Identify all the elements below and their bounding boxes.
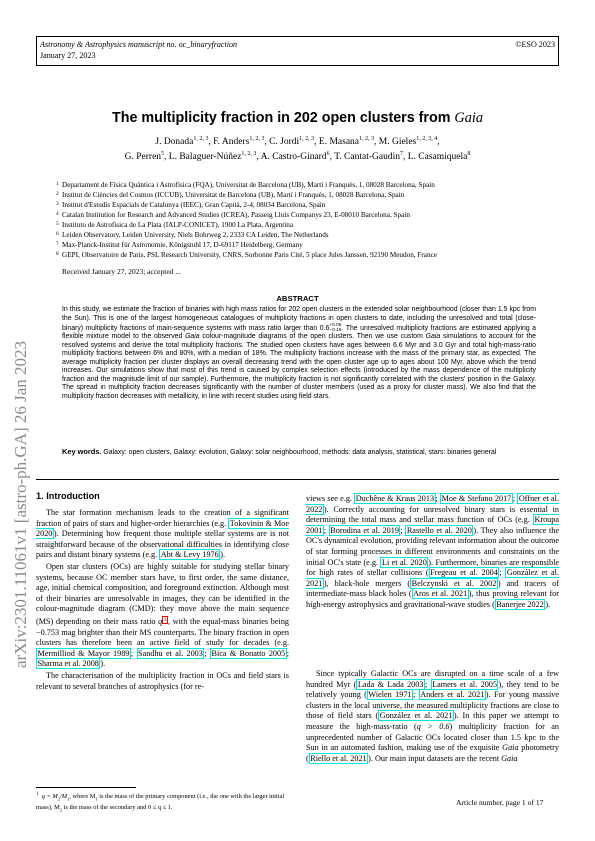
footnote-rule bbox=[36, 787, 136, 788]
citation-link[interactable]: Moe & Stefano 2017 bbox=[441, 494, 512, 503]
author: E. Masana bbox=[318, 137, 360, 148]
column-right-bottom bbox=[306, 668, 559, 764]
author: L. Balaguer-Núñez bbox=[168, 152, 242, 163]
divider bbox=[36, 479, 559, 480]
citation-link[interactable]: Aros et al. 2021 bbox=[413, 589, 468, 599]
affiliation: 1 Departament de Física Quàntica i Astrofísica (FQA), Universitat de Barcelona (UB), Martí i Franquès, 1, 08028 Barcelona, Spain bbox=[56, 181, 435, 189]
author: M. Gieles bbox=[378, 137, 417, 148]
citation-link[interactable]: Borodina et al. 2019 bbox=[330, 525, 399, 535]
journal-line: Astronomy & Astrophysics manuscript no. oc_binaryfraction bbox=[40, 40, 238, 49]
header-date: January 27, 2023 bbox=[40, 51, 96, 60]
author: G. Perren bbox=[124, 152, 162, 163]
citation-link[interactable]: Rastello et al. 2020 bbox=[406, 525, 472, 535]
author: C. Jordi bbox=[269, 137, 300, 148]
footnote: $^1$ $q = M_2/M_1$, where $M_1$ is the mass of the primary component (i.e., the one with the larger initial mass), $M_2$ is the mass of the secondary and 0 ≤ q ≤ 1. bbox=[36, 792, 285, 813]
citation-link[interactable]: González et al. 2021 bbox=[306, 568, 560, 588]
paragraph: The characterisation of the multiplicity fraction in OCs and field stars is relevant to several branches of astrophysics (for re- bbox=[36, 670, 289, 691]
citation-link[interactable]: Lada & Lada 2003 bbox=[357, 679, 424, 689]
abstract-heading: ABSTRACT bbox=[276, 294, 319, 303]
author: F. Anders bbox=[213, 137, 250, 148]
arxiv-stamp bbox=[5, 250, 35, 670]
paper-title: The multiplicity fraction in 202 open clusters from Gaia bbox=[111, 110, 483, 126]
column-right-top bbox=[306, 494, 559, 611]
citation-link[interactable]: Sharma et al. 2008 bbox=[37, 659, 99, 669]
affiliation: 6 Leiden Observatory, Leiden University, Niels Bohrweg 2, 2333 CA Leiden, The Netherlands bbox=[56, 231, 329, 239]
citation-link[interactable]: Abt & Levy 1976 bbox=[160, 550, 219, 560]
citation-link[interactable]: Wielen 1971 bbox=[368, 690, 412, 700]
citation-link[interactable]: Banerjee 2022 bbox=[496, 599, 544, 609]
citation-link[interactable]: Fregeau et al. 2004 bbox=[430, 568, 498, 578]
citation-link[interactable]: Anders et al. 2021 bbox=[420, 690, 485, 700]
author-line-2: G. Perren$^5$, L. Balaguer-Núñez$^{1, 2, 3}$, A. Castro-Ginard$^6$, T. Cantat-Gaudin$^7$, L. Casamiquela$^8$ bbox=[124, 151, 471, 163]
paragraph: views see e.g. Duchêne & Kraus 2013 ; Moe & Stefano 2017 ; Offner et al. 2022 ). Correctly accounting for unresolved binary stars is essential in determining the total mass and stellar mass function of OCs (e.g. Kroupa 2001 ; Borodina et al. 2019 ; Rastello et al. 2020 ). They also influence the OC's dynamical evolution, providing relevant information about the outcome of star forming processes in different environments and constraints on the initial OC's state (e.g. Li et al. 2020 ). Furthermore, binaries are responsible for high rates of stellar collisions ( Fregeau et al. 2004 ; González et al. 2021 ), black-hole mergers ( Belczynski et al. 2002 ) and tracers of intermediate-mass black holes ( Aros et al. 2021 ), thus proving relevant for high-energy astrophysics and gravitational-wave studies ( Banerjee 2022 ). bbox=[306, 494, 560, 609]
citation-link[interactable]: Riello et al. 2021 bbox=[310, 753, 367, 763]
citation-link[interactable]: Li et al. 2020 bbox=[381, 557, 427, 567]
affiliation: 5 Instituto de Astrofísica de La Plata (IALP-CONICET), 1900 La Plata, Argentina bbox=[56, 221, 294, 229]
citation-link[interactable]: González et al. 2021 bbox=[379, 711, 453, 721]
running-header bbox=[36, 36, 559, 66]
arxiv-id: arXiv:2301.11061v1 [astro-ph.GA] 26 Jan 2023 bbox=[11, 340, 30, 668]
affiliation: 7 Max-Planck-Institut für Astronomie, Königstuhl 17, D-69117 Heidelberg, Germany bbox=[56, 241, 303, 249]
author: L. Casamiquela bbox=[407, 152, 468, 163]
affiliation: 3 Institut d'Estudis Espacials de Catalunya (IEEC), Gran Capità, 2-4, 08034 Barcelona, Spain bbox=[56, 201, 326, 209]
citation-link[interactable]: Lamers et al. 2005 bbox=[432, 679, 497, 689]
citation-link[interactable]: Mermilliod & Mayor 1989 bbox=[37, 648, 130, 658]
affiliation: 4 Catalan Institution for Research and Advanced Studies (ICREA), Passeig Lluís Companys 23, E-08010 Barcelona, Spain bbox=[56, 211, 410, 219]
column-left bbox=[36, 507, 289, 692]
keywords: Key words. Galaxy: open clusters, Galaxy: evolution, Galaxy: solar neighbourhood, methods: data analysis, statistical, stars: binaries general bbox=[62, 447, 497, 456]
section-heading: 1. Introduction bbox=[36, 491, 100, 501]
paragraph: Open star clusters (OCs) are highly suitable for studying stellar binary systems, because OC member stars have, to first order, the same distance, age, initial chemical composition, and foreground extinction. Although most of their binaries are unresolvable in images, they can be identified in the colour-magnitude diagram (CMD): they move above the main sequence (MS) depending on their mass ratio q $^1$ , with the equal-mass binaries being −0.753 mag brighter than their MS counterparts. The binary fraction in open clusters has therefore been an active field of study for decades (e.g. Mermilliod & Mayor 1989 ; Sandhu et al. 2003 ; Bica & Bonatto 2005 ; Sharma et al. 2008 ). bbox=[36, 561, 290, 669]
paragraph: Since typically Galactic OCs are disrupted on a time scale of a few hundred Myr ( Lada & Lada 2003 ; Lamers et al. 2005 ), they tend to be relatively young ( Wielen 1971 ; Anders et al. 2021 ). For young massive clusters in the local universe, the measured multiplicity fractions are close to those of field stars ( González et al. 2021 ). In this paper we attempt to measure the high-mass-ratio (q > 0.6) multiplicity fraction for an unprecedented number of Galactic OCs located closer than 1.5 kpc to the Sun in an automated fashion, making use of the exquisite Gaia photometry ( Riello et al. 2021 ). Our main input datasets are the recent Gaia bbox=[306, 669, 559, 763]
paragraph: The star formation mechanism leads to the creation of a significant fraction of pairs of stars and higher-order hierarchies (e.g. Tokovinin & Moe 2020 ). Determining how frequent those multiple stellar systems are is not straightforward because of the observational difficulties in identifying close pairs and distant binary systems (e.g. Abt & Levy 1976 ). bbox=[36, 508, 289, 560]
citation-link[interactable]: Offner et al. 2022 bbox=[306, 494, 559, 514]
footnote-link[interactable]: 1 bbox=[163, 616, 167, 623]
author: T. Cantat-Gaudin bbox=[334, 152, 400, 163]
citation-link[interactable]: Kroupa 2001 bbox=[306, 515, 559, 535]
author: A. Castro-Ginard bbox=[260, 152, 327, 163]
citation-link[interactable]: Tokovinin & Moe 2020 bbox=[36, 518, 289, 539]
page-number: Article number, page 1 of 17 bbox=[456, 798, 544, 807]
citation-link[interactable]: Sandhu et al. 2003 bbox=[138, 648, 203, 658]
citation-link[interactable]: Duchêne & Kraus 2013 bbox=[355, 494, 435, 503]
affiliation: 8 GEPI, Observatoire de Paris, PSL Research University, CNRS, Sorbonne Paris Cité, 5 place Jules Janssen, 92190 Meudon, France bbox=[56, 251, 437, 259]
abstract-body: In this study, we estimate the fraction of binaries with high mass ratios for 202 open clusters in the extended solar neighbourhood (closer than 1.5 kpc from the Sun). This is one of the largest homogeneous catalogues of multiplicity fractions in open clusters to date, including the unresolved and total (close-binary) multiplicity fractions of main-sequence systems with mass ratio larger than 0.6 +0.05 −0.15 . The unresolved multiplicity fractions are estimated applying a flexible mixture model to the observed Gaia colour-magnitude diagrams of the open clusters. Then we use custom Gaia simulations to account for the resolved systems and derive the total multiplicity fractions. The studied open clusters have ages between 6.6 Myr and 3.0 Gyr and total high-mass-ratio multiplicity fractions between 6% and 80%, with a median of 18%. The multiplicity fractions increase with the mass of the primary star, as expected. The average multiplicity fraction per cluster displays an overall decreasing trend with the open cluster age up to ages about 100 Myr, above which the trend increases. Our simulations show that most of this trend is caused by complex selection effects (introduced by the mass dependence of the multiplicity fraction and the magnitude limit of our sample). Furthermore, the multiplicity fraction is not significantly correlated with the clusters' position in the Galaxy. The spread in multiplicity fraction decreases significantly with the number of cluster members (used as a proxy for cluster mass). We also find that the multiplicity fraction decreases with metallicity, in line with recent studies using field stars. bbox=[62, 306, 536, 400]
author-line-1: J. Donada$^{1, 2, 3}$, F. Anders$^{1, 2, 3}$, C. Jordi$^{1, 2, 3}$, E. Masana$^{1, 2, 3}$, M. Gieles$^{1, 2, 3, 4}$, bbox=[155, 136, 440, 148]
citation-link[interactable]: Bica & Bonatto 2005 bbox=[211, 648, 286, 658]
author: J. Donada bbox=[155, 137, 194, 148]
received-line: Received January 27, 2023; accepted ... bbox=[62, 267, 181, 276]
copyright: ©ESO 2023 bbox=[515, 40, 555, 49]
affiliation: 2 Institut de Ciències del Cosmos (ICCUB), Universitat de Barcelona (UB), Martí i Franquès, 1, 08028 Barcelona, Spain bbox=[56, 191, 405, 199]
citation-link[interactable]: Belczynski et al. 2002 bbox=[411, 578, 497, 588]
